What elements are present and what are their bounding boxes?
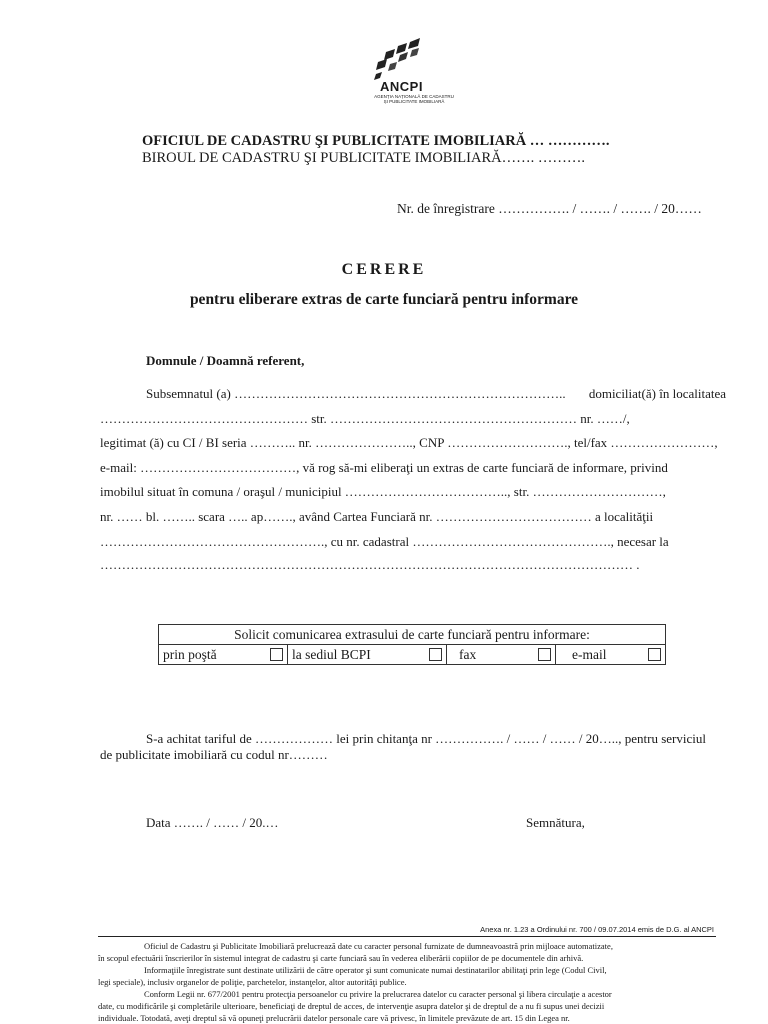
footer-paragraph-line: Informaţiile înregistrate sunt destinate utilizării de către operator şi sunt comunicate numai destinatarilor abilitaţi prin lege (Codul Civil,: [144, 965, 607, 975]
option-fax-label: fax: [459, 646, 477, 662]
option-email-label: e-mail: [572, 646, 607, 662]
logo-subtitle: AGENȚIA NAȚIONALĂ DE CADASTRU ȘI PUBLICITATE IMOBILIARĂ: [374, 94, 454, 104]
logo-name: ANCPI: [380, 79, 423, 94]
footer-paragraph-line: legi speciale), inclusiv organelor de poliţie, parchetelor, instanţelor, altor autorităţi publice.: [98, 977, 407, 987]
body-line: [100, 411, 726, 427]
communication-options-table: [158, 624, 666, 665]
payment-line-text: S-a achitat tariful de ……………… lei prin chitanţa nr ……………. / …… / …… / 20….., pentru serviciul: [146, 731, 706, 746]
body-line: [100, 484, 726, 500]
body-line-text: …………………………………………………………………………………………………………… .: [100, 557, 640, 572]
document-title: CERERE: [341, 261, 427, 278]
body-line-text: ………………………………………… str. ………………………………………………… nr. ……/,: [100, 411, 630, 426]
annex-note: Anexa nr. 1.23 a Ordinului nr. 700 / 09.07.2014 emis de D.G. al ANCPI: [480, 925, 714, 934]
ancpi-logo-icon: [372, 38, 432, 80]
option-email: [556, 645, 666, 665]
date-field: Data ……. / …… / 20.…: [146, 815, 279, 830]
body-line-text: e-mail: ………………………………, vă rog să-mi eliberaţi un extras de carte funciară de informare, privind: [100, 460, 668, 475]
body-line-text: Subsemnatul (a) …………………………………………………………………..: [146, 386, 566, 401]
option-fax: [447, 645, 556, 665]
footer-paragraph-line: Conform Legii nr. 677/2001 pentru protecţia persoanelor cu privire la prelucrarea datelor cu caracter personal şi libera circulaţie a acestor: [144, 989, 612, 999]
payment-line: [146, 731, 726, 747]
body-line-text: domiciliat(ă) în localitatea: [588, 386, 726, 401]
signature-label: Semnătura,: [526, 815, 585, 830]
body-line: [100, 557, 726, 573]
option-post-label: prin poştă: [163, 646, 217, 662]
body-line-text: ……………………………………………., cu nr. cadastral ………………………………………., necesar la: [100, 534, 669, 549]
body-line: [100, 534, 726, 550]
bureau-line: BIROUL DE CADASTRU ŞI PUBLICITATE IMOBILIARĂ……. ……….: [142, 150, 585, 166]
footer-paragraph-line: individuale. Totodată, aveţi dreptul să vă opuneţi prelucrării datelor personale care vă privesc, în limitele prevăzute de art. 15 din Legea nr.: [98, 1013, 570, 1023]
body-line: [146, 386, 726, 402]
footer-paragraph-line: în scopul efectuării înscrierilor în sistemul integrat de cadastru şi carte funciară sau în vederea eliberării copiilor de pe documentele din arhivă.: [98, 953, 584, 963]
greeting: Domnule / Doamnă referent,: [146, 353, 305, 368]
option-office: [288, 645, 447, 665]
registration-number: Nr. de înregistrare ……………. / ……. / ……. / 20……: [397, 201, 702, 216]
footer-paragraph-line: Oficiul de Cadastru şi Publicitate Imobiliară prelucrează date cu caracter personal furnizate de dumneavoastră prin mijloace automatizate,: [144, 941, 613, 951]
body-line: [100, 509, 726, 525]
option-post-checkbox[interactable]: [270, 648, 283, 661]
body-line: [100, 435, 726, 451]
body-line-text: legitimat (ă) cu CI / BI seria ……….. nr. ………………….., CNP ………………………., tel/fax ……………………,: [100, 435, 718, 450]
office-line: OFICIUL DE CADASTRU ŞI PUBLICITATE IMOBILIARĂ … ………….: [142, 133, 610, 149]
body-line-text: nr. …… bl. …….. scara ….. ap……., având Cartea Funciară nr. ……………………………… a localităţii: [100, 509, 654, 524]
body-line: [100, 460, 726, 476]
footer-paragraph-line: date, cu modificările şi completările ulterioare, beneficiaţi de dreptul de acces, de intervenţie asupra datelor şi de dreptul de a nu fi supus unei decizii: [98, 1001, 605, 1011]
body-line-text: imobilul situat în comuna / oraşul / municipiul ……………………………….., str. …………………………,: [100, 484, 666, 499]
document-subtitle: pentru eliberare extras de carte funciară pentru informare: [189, 291, 579, 308]
option-post: [159, 645, 288, 665]
option-fax-checkbox[interactable]: [538, 648, 551, 661]
footer-divider: [98, 936, 716, 937]
option-office-label: la sediul BCPI: [292, 646, 371, 662]
payment-code-line: de publicitate imobiliară cu codul nr………: [100, 747, 328, 762]
option-email-checkbox[interactable]: [648, 648, 661, 661]
option-office-checkbox[interactable]: [429, 648, 442, 661]
ancpi-logo: [370, 38, 460, 118]
communication-heading: Solicit comunicarea extrasului de carte funciară pentru informare:: [159, 625, 666, 645]
